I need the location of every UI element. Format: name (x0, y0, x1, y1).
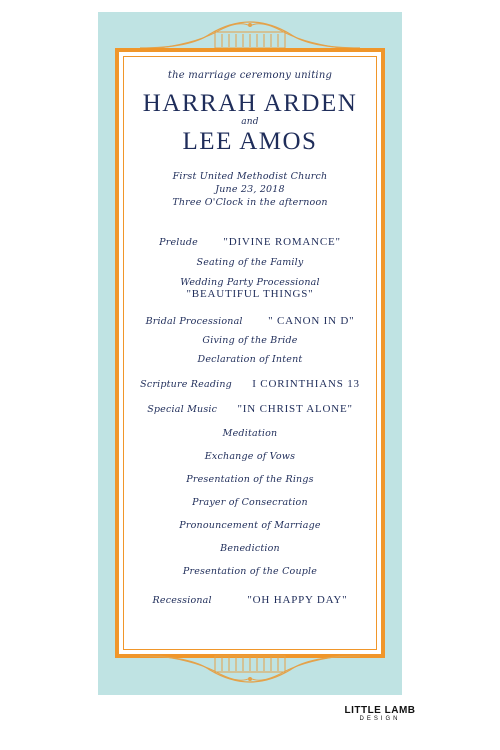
order-title: "IN CHRIST ALONE" (237, 403, 353, 415)
order-label: Prelude (159, 237, 198, 248)
order-item: Benediction (220, 543, 280, 554)
top-ornament-icon (130, 18, 370, 52)
order-item (119, 309, 381, 328)
order-title: "BEAUTIFUL THINGS" (186, 288, 314, 300)
program-frame (115, 48, 385, 658)
wedding-date: June 23, 2018 (215, 184, 285, 195)
program-content (119, 62, 381, 607)
order-title: I CORINTHIANS 13 (252, 378, 360, 390)
order-label: Bridal Processional (145, 316, 243, 327)
logo-sub: DESIGN (359, 716, 401, 722)
conjunction-text: and (241, 117, 259, 127)
bottom-ornament-icon (130, 652, 370, 686)
order-label: Special Music (147, 404, 218, 415)
logo-brand: LITTLE LAMB (344, 705, 416, 716)
order-item: Meditation (222, 428, 278, 439)
order-item: Prayer of Consecration (192, 497, 308, 508)
church-name: First United Methodist Church (172, 171, 328, 182)
groom-name: LEE AMOS (182, 128, 318, 155)
order-item (119, 372, 381, 391)
order-item (119, 397, 381, 416)
order-item: Presentation of the Couple (182, 566, 318, 577)
wedding-time: Three O'Clock in the afternoon (172, 197, 328, 208)
intro-text: the marriage ceremony uniting (167, 70, 333, 81)
order-item (119, 588, 381, 607)
order-item (119, 230, 381, 249)
order-item: Pronouncement of Marriage (179, 520, 321, 531)
order-title: " CANON IN D" (268, 315, 355, 327)
order-item: Seating of the Family (196, 257, 304, 268)
order-title: "OH HAPPY DAY" (247, 594, 348, 606)
order-label: Recessional (152, 595, 212, 606)
little-lamb-logo (330, 705, 430, 735)
order-item: Exchange of Vows (204, 451, 296, 462)
order-item: Wedding Party Processional (180, 277, 320, 288)
order-label: Scripture Reading (140, 379, 232, 390)
order-item: Giving of the Bride (202, 335, 298, 346)
bride-name: HARRAH ARDEN (142, 90, 358, 117)
order-item: Declaration of Intent (197, 354, 303, 365)
order-item: Presentation of the Rings (186, 474, 314, 485)
order-title: "DIVINE ROMANCE" (223, 236, 341, 248)
